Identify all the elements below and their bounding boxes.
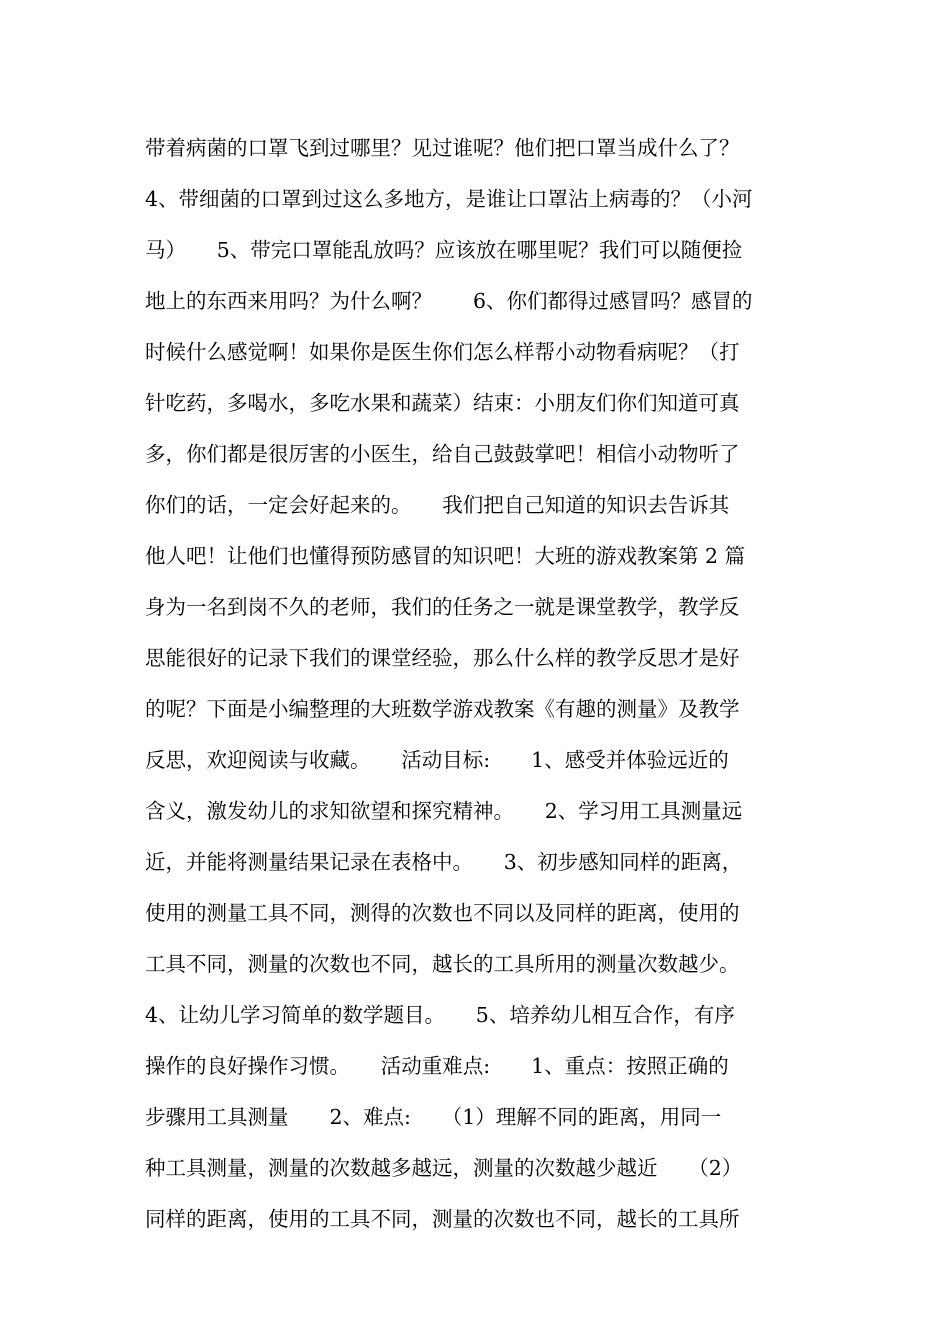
text-line: 的呢？下面是小编整理的大班数学游戏教案《有趣的测量》及教学: [145, 697, 740, 721]
text-line: 4、让幼儿学习简单的数学题目。 5、培养幼儿相互合作，有序: [145, 1003, 735, 1027]
text-line: 带着病菌的口罩飞到过哪里？见过谁呢？他们把口罩当成什么了？: [145, 136, 740, 160]
text-line: 针吃药，多喝水，多吃水果和蔬菜）结束：小朋友们你们知道可真: [145, 391, 740, 415]
text-line: 多，你们都是很厉害的小医生，给自己鼓鼓掌吧！相信小动物听了: [145, 442, 740, 466]
text-line: 4、带细菌的口罩到过这么多地方，是谁让口罩沾上病毒的？（小河: [145, 187, 753, 211]
text-line: 他人吧！让他们也懂得预防感冒的知识吧！大班的游戏教案第 2 篇: [145, 544, 746, 568]
text-line: 近，并能将测量结果记录在表格中。 3、初步感知同样的距离，: [145, 850, 743, 874]
text-line: 时候什么感觉啊！如果你是医生你们怎么样帮小动物看病呢？（打: [145, 340, 740, 364]
text-line: 种工具测量，测量的次数越多越远，测量的次数越少越近 （2）: [145, 1156, 743, 1180]
text-line: 同样的距离，使用的工具不同，测量的次数也不同，越长的工具所: [145, 1207, 740, 1231]
text-line: 工具不同，测量的次数也不同，越长的工具所用的测量次数越少。: [145, 952, 740, 976]
text-line: 地上的东西来用吗？为什么啊？ 6、你们都得过感冒吗？感冒的: [145, 289, 753, 313]
text-line: 马） 5、带完口罩能乱放吗？应该放在哪里呢？我们可以随便捡: [145, 238, 743, 262]
text-line: 身为一名到岗不久的老师，我们的任务之一就是课堂教学，教学反: [145, 595, 740, 619]
text-line: 操作的良好操作习惯。 活动重难点: 1、重点：按照正确的: [145, 1054, 729, 1078]
body-text: [145, 128, 807, 1250]
text-line: 含义，激发幼儿的求知欲望和探究精神。 2、学习用工具测量远: [145, 799, 743, 823]
text-line: 使用的测量工具不同，测得的次数也不同以及同样的距离，使用的: [145, 901, 740, 925]
text-line: 你们的话，一定会好起来的。 我们把自己知道的知识去告诉其: [145, 493, 730, 517]
text-line: 反思，欢迎阅读与收藏。 活动目标: 1、感受并体验远近的: [145, 748, 729, 772]
text-line: 思能很好的记录下我们的课堂经验，那么什么样的教学反思才是好: [145, 646, 740, 670]
text-line: 步骤用工具测量 2、难点: （1）理解不同的距离，用同一: [145, 1105, 722, 1129]
